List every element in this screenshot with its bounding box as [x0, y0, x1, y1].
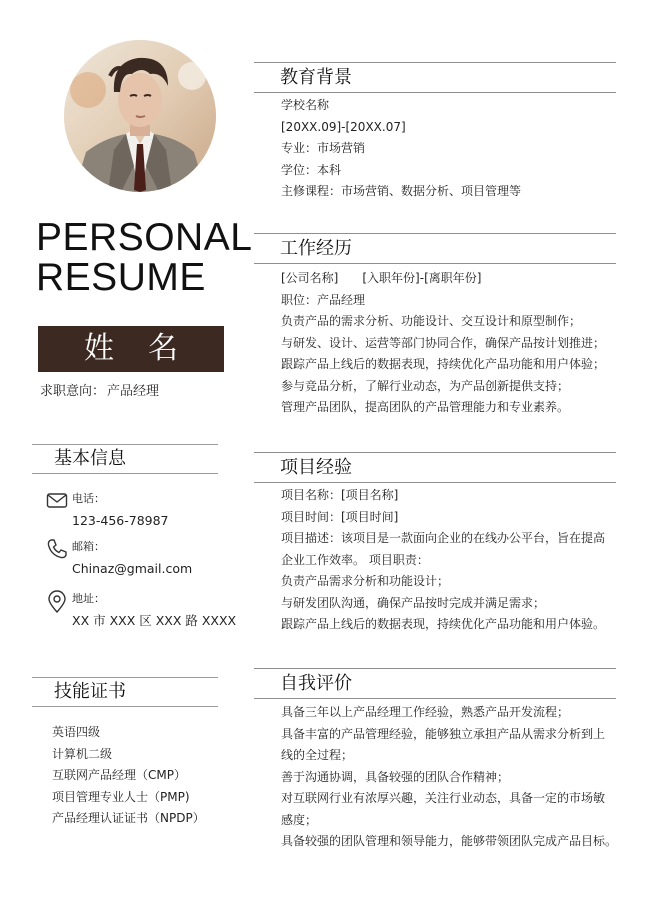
list-item: 互联网产品经理（CMP）: [52, 768, 186, 782]
section-title: 项目经验: [280, 457, 352, 478]
skills-list: [52, 722, 205, 830]
profile-photo: [64, 40, 216, 192]
company-name: [公司名称]: [281, 271, 339, 285]
education-major: 专业：市场营销: [281, 141, 366, 155]
contact-email: [46, 538, 192, 578]
education-period: [20XX.09]-[20XX.07]: [281, 119, 406, 134]
list-item: 与研发、设计、运营等部门协同合作，确保产品按计划推进；: [281, 335, 606, 350]
work-body: [281, 268, 616, 419]
project-time: 项目时间：[项目时间]: [281, 509, 399, 524]
self-eval-header: [254, 668, 616, 699]
divider: [32, 473, 218, 474]
headline-line-2: RESUME: [36, 256, 206, 299]
phone-icon: [46, 538, 68, 560]
work-company-row: [281, 268, 616, 290]
list-item: 具备较强的团队管理和领导能力，能够带领团队完成产品目标。: [281, 834, 618, 848]
list-item: 管理产品团队，提高团队的产品管理能力和专业素养。: [281, 400, 570, 414]
phone-label: 电话：: [72, 492, 105, 505]
work-period: [入职年份]-[离职年份]: [362, 271, 482, 285]
self-eval-body: [281, 702, 616, 853]
divider: [254, 698, 616, 699]
headline-line-1: PERSONAL: [36, 216, 253, 259]
list-item: 项目管理专业人士（PMP): [52, 789, 190, 804]
skills-header: [32, 677, 218, 707]
name-banner: 姓名: [38, 326, 224, 372]
education-body: [281, 95, 616, 203]
section-title: 基本信息: [54, 448, 126, 469]
contact-address: [46, 590, 236, 630]
list-item: 具备三年以上产品经理工作经验，熟悉产品开发流程；: [281, 705, 570, 719]
work-header: [254, 233, 616, 264]
list-item: 参与竞品分析，了解行业动态，为产品创新提供支持；: [281, 378, 570, 393]
list-item: 具备丰富的产品管理经验，能够独立承担产品从需求分析到上线的全过程；: [281, 726, 606, 762]
list-item: 英语四级: [52, 725, 101, 739]
basic-info-header: [32, 444, 218, 474]
section-title: 工作经历: [280, 238, 352, 259]
list-item: 负责产品需求分析和功能设计；: [281, 574, 450, 588]
objective-value: 产品经理: [107, 384, 160, 399]
section-title: 技能证书: [54, 681, 126, 702]
education-courses: 主修课程：市场营销、数据分析、项目管理等: [281, 184, 522, 198]
project-description: 项目描述：该项目是一款面向企业的在线办公平台，旨在提高企业工作效率。 项目职责：: [281, 531, 606, 567]
address-label: 地址：: [72, 592, 105, 605]
list-item: 产品经理认证证书（NPDP）: [52, 811, 205, 825]
divider: [32, 706, 218, 707]
section-title: 教育背景: [280, 67, 352, 88]
list-item: 负责产品的需求分析、功能设计、交互设计和原型制作；: [281, 314, 582, 328]
job-objective: [38, 380, 159, 399]
contact-phone: [46, 490, 169, 530]
objective-label: 求职意向：: [40, 384, 106, 399]
list-item: 善于沟通协调，具备较强的团队合作精神；: [281, 769, 510, 784]
project-header: [254, 452, 616, 483]
location-pin-icon: [46, 590, 68, 612]
education-header: [254, 62, 616, 93]
resume-headline: [36, 218, 252, 298]
project-body: [281, 485, 616, 636]
divider: [254, 263, 616, 264]
list-item: 跟踪产品上线后的数据表现，持续优化产品功能和用户体验；: [281, 357, 606, 371]
education-degree: 学位：本科: [281, 162, 342, 177]
phone-value: 123-456-78987: [72, 513, 169, 528]
section-title: 自我评价: [280, 673, 352, 694]
email-label: 邮箱：: [72, 540, 105, 553]
address-value: XX 市 XXX 区 XXX 路 XXXX: [72, 613, 237, 628]
email-value: Chinaz@gmail.com: [72, 561, 193, 576]
divider: [254, 92, 616, 93]
list-item: 与研发团队沟通，确保产品按时完成并满足需求；: [281, 595, 546, 610]
mail-icon: [46, 490, 68, 512]
divider: [254, 482, 616, 483]
list-item: 计算机二级: [52, 746, 113, 761]
list-item: 对互联网行业有浓厚兴趣，关注行业动态，具备一定的市场敏感度；: [281, 791, 606, 827]
project-name: 项目名称：[项目名称]: [281, 488, 399, 502]
work-position: 职位：产品经理: [281, 292, 366, 307]
school-name: 学校名称: [281, 98, 330, 112]
list-item: 跟踪产品上线后的数据表现，持续优化产品功能和用户体验。: [281, 617, 606, 631]
